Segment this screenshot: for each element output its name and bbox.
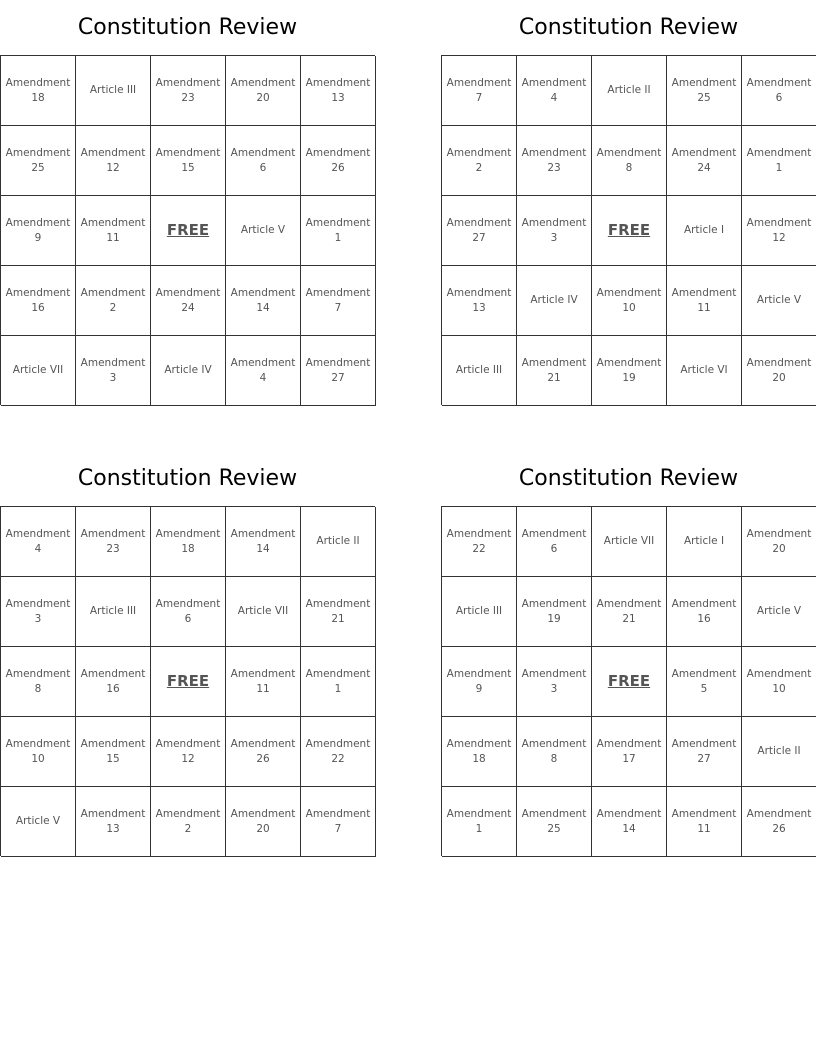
bingo-cell: Amendment 18: [442, 717, 517, 787]
bingo-cell: Amendment 18: [1, 56, 76, 126]
bingo-cell: Amendment 2: [151, 787, 226, 857]
bingo-cell: Amendment 1: [301, 647, 376, 717]
card-title: Constitution Review: [77, 466, 298, 491]
bingo-cell: Amendment 9: [1, 196, 76, 266]
bingo-cell: Amendment 2: [442, 126, 517, 196]
bingo-cell: Amendment 21: [301, 577, 376, 647]
bingo-grid: [441, 506, 816, 856]
bingo-cell: Amendment 16: [1, 266, 76, 336]
bingo-cell: Amendment 11: [667, 787, 742, 857]
bingo-cell: Amendment 20: [226, 787, 301, 857]
bingo-cell: Amendment 7: [301, 266, 376, 336]
bingo-cell: Article II: [592, 56, 667, 126]
bingo-cell: Article II: [742, 717, 816, 787]
bingo-cell: Article V: [1, 787, 76, 857]
bingo-cell: Amendment 12: [151, 717, 226, 787]
bingo-cell: Amendment 10: [592, 266, 667, 336]
bingo-cell: Article VII: [1, 336, 76, 406]
bingo-cell: Amendment 15: [76, 717, 151, 787]
bingo-cell: Amendment 3: [517, 196, 592, 266]
bingo-cell: Amendment 3: [517, 647, 592, 717]
bingo-cell: Amendment 3: [76, 336, 151, 406]
bingo-cell: Article I: [667, 196, 742, 266]
bingo-cell: Amendment 25: [517, 787, 592, 857]
free-space-cell: FREE: [151, 647, 226, 717]
bingo-cell: Amendment 11: [226, 647, 301, 717]
bingo-cell: Amendment 20: [226, 56, 301, 126]
bingo-cell: Amendment 6: [517, 507, 592, 577]
bingo-cell: Amendment 13: [442, 266, 517, 336]
bingo-cell: Amendment 21: [517, 336, 592, 406]
bingo-cell: Article IV: [151, 336, 226, 406]
bingo-cell: Amendment 14: [226, 266, 301, 336]
bingo-cell: Amendment 6: [742, 56, 816, 126]
bingo-cell: Article IV: [517, 266, 592, 336]
bingo-cell: Amendment 11: [76, 196, 151, 266]
bingo-cell: Amendment 14: [226, 507, 301, 577]
bingo-cell: Amendment 8: [592, 126, 667, 196]
bingo-cell: Amendment 3: [1, 577, 76, 647]
bingo-cell: Amendment 23: [517, 126, 592, 196]
bingo-cell: Amendment 19: [517, 577, 592, 647]
bingo-cell: Article V: [742, 266, 816, 336]
free-space-cell: FREE: [592, 196, 667, 266]
bingo-cell: Amendment 19: [592, 336, 667, 406]
bingo-cell: Amendment 1: [301, 196, 376, 266]
bingo-cell: Amendment 22: [301, 717, 376, 787]
bingo-cell: Article V: [226, 196, 301, 266]
card-title: Constitution Review: [518, 466, 739, 491]
bingo-grid: [0, 506, 375, 856]
bingo-cell: Article VII: [226, 577, 301, 647]
bingo-cell: Amendment 23: [76, 507, 151, 577]
bingo-cell: Amendment 12: [76, 126, 151, 196]
bingo-cell: Article VII: [592, 507, 667, 577]
bingo-cell: Amendment 13: [76, 787, 151, 857]
bingo-cell: Amendment 16: [76, 647, 151, 717]
bingo-cell: Amendment 26: [226, 717, 301, 787]
bingo-cell: Amendment 16: [667, 577, 742, 647]
bingo-cell: Article III: [76, 577, 151, 647]
bingo-card-2: [441, 0, 816, 405]
bingo-grid: [441, 55, 816, 405]
bingo-cell: Article III: [442, 577, 517, 647]
bingo-grid: [0, 55, 375, 405]
card-title: Constitution Review: [77, 15, 298, 40]
bingo-cell: Amendment 27: [301, 336, 376, 406]
bingo-cell: Amendment 21: [592, 577, 667, 647]
bingo-cell: Amendment 1: [742, 126, 816, 196]
bingo-cell: Amendment 10: [1, 717, 76, 787]
bingo-cell: Amendment 8: [1, 647, 76, 717]
bingo-cell: Article V: [742, 577, 816, 647]
bingo-cell: Amendment 11: [667, 266, 742, 336]
bingo-cell: Amendment 8: [517, 717, 592, 787]
free-space-cell: FREE: [151, 196, 226, 266]
bingo-cell: Amendment 20: [742, 336, 816, 406]
bingo-cell: Article II: [301, 507, 376, 577]
bingo-cell: Amendment 24: [151, 266, 226, 336]
bingo-cell: Amendment 23: [151, 56, 226, 126]
bingo-card-1: [0, 0, 375, 405]
card-title: Constitution Review: [518, 15, 739, 40]
bingo-cell: Amendment 14: [592, 787, 667, 857]
bingo-cell: Amendment 27: [442, 196, 517, 266]
bingo-cell: Article III: [442, 336, 517, 406]
bingo-cell: Amendment 2: [76, 266, 151, 336]
bingo-card-4: [441, 451, 816, 856]
bingo-cell: Amendment 7: [301, 787, 376, 857]
bingo-cell: Amendment 1: [442, 787, 517, 857]
bingo-cell: Amendment 13: [301, 56, 376, 126]
bingo-cell: Amendment 5: [667, 647, 742, 717]
bingo-cell: Amendment 4: [1, 507, 76, 577]
bingo-cell: Amendment 7: [442, 56, 517, 126]
bingo-cell: Amendment 9: [442, 647, 517, 717]
bingo-cell: Amendment 17: [592, 717, 667, 787]
bingo-cell: Article I: [667, 507, 742, 577]
bingo-cell: Amendment 6: [151, 577, 226, 647]
bingo-cell: Amendment 12: [742, 196, 816, 266]
bingo-cell: Article III: [76, 56, 151, 126]
bingo-cell: Amendment 10: [742, 647, 816, 717]
free-space-cell: FREE: [592, 647, 667, 717]
bingo-cell: Amendment 4: [226, 336, 301, 406]
bingo-cell: Article VI: [667, 336, 742, 406]
bingo-cell: Amendment 4: [517, 56, 592, 126]
bingo-cell: Amendment 20: [742, 507, 816, 577]
bingo-cell: Amendment 26: [301, 126, 376, 196]
bingo-cell: Amendment 6: [226, 126, 301, 196]
bingo-cell: Amendment 15: [151, 126, 226, 196]
bingo-card-3: [0, 451, 375, 856]
bingo-cell: Amendment 25: [667, 56, 742, 126]
bingo-cell: Amendment 18: [151, 507, 226, 577]
bingo-cell: Amendment 24: [667, 126, 742, 196]
bingo-cell: Amendment 26: [742, 787, 816, 857]
bingo-cell: Amendment 27: [667, 717, 742, 787]
bingo-cell: Amendment 25: [1, 126, 76, 196]
bingo-cell: Amendment 22: [442, 507, 517, 577]
